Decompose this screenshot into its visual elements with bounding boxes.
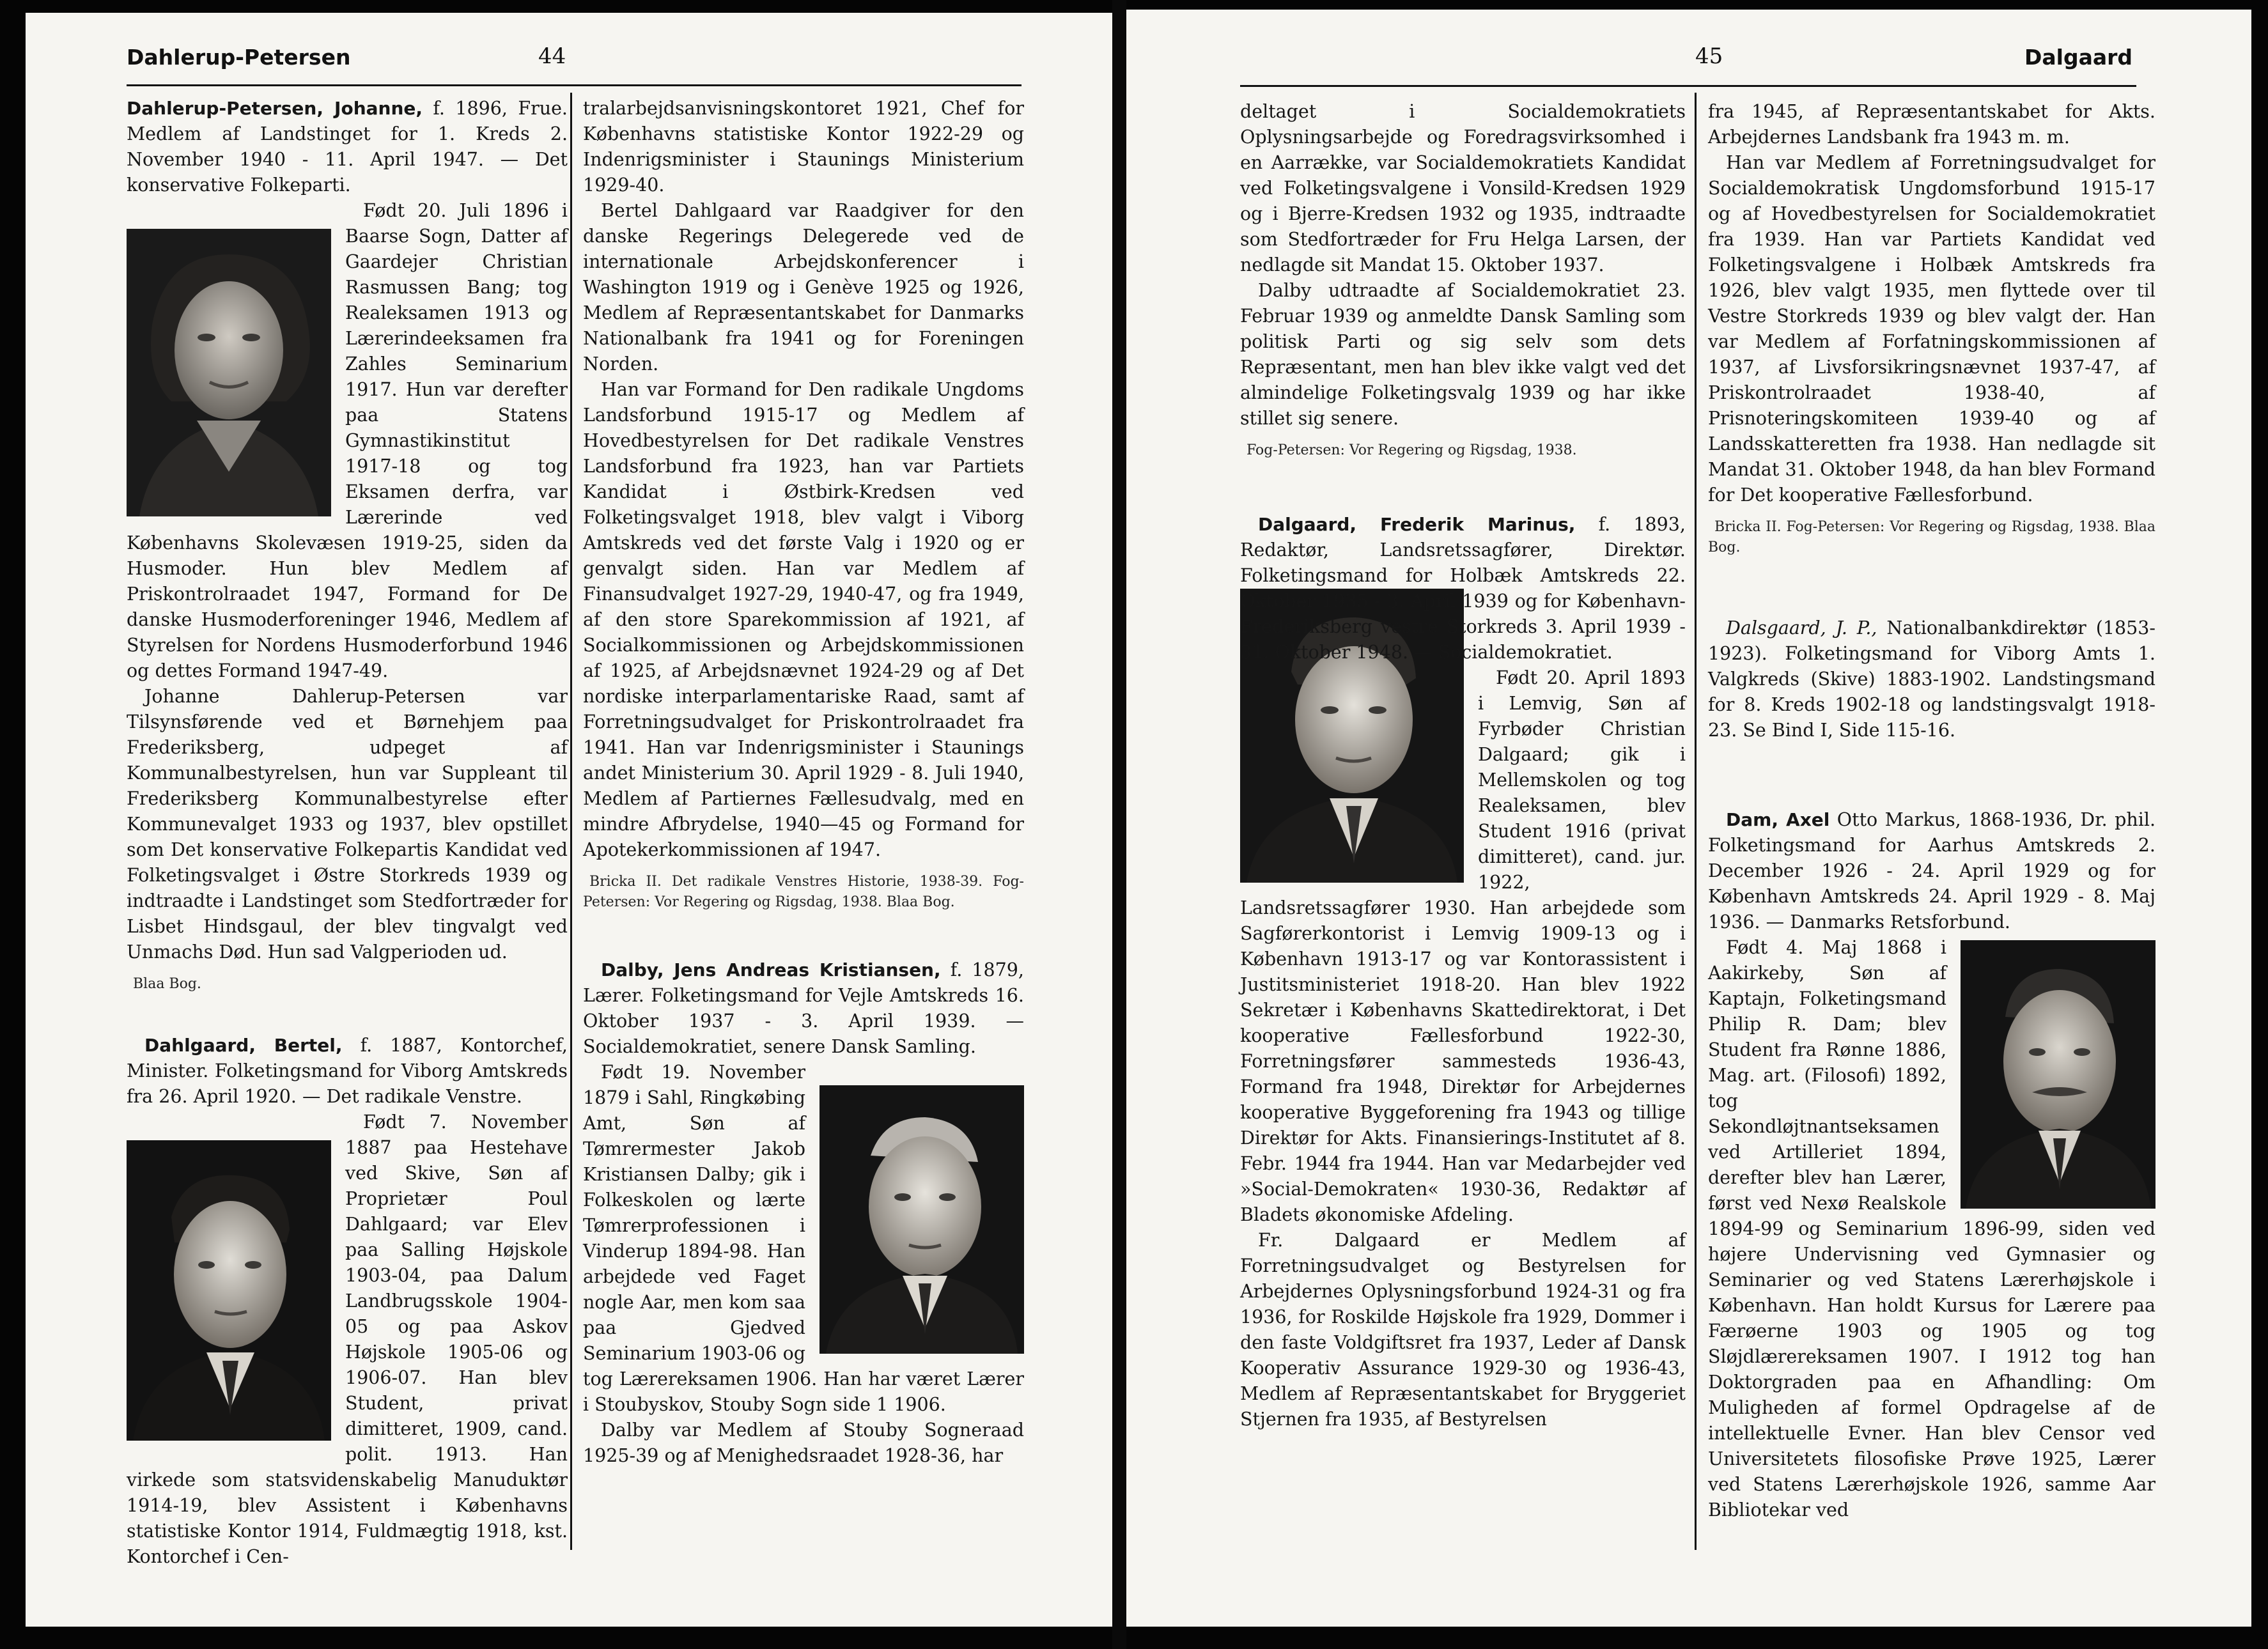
body-text: Bertel Dahlgaard var Raadgiver for den danske Regerings Delegerede ved de internationale Arbejdskonferencer i Washington 1919 og i Genève 1925 og 1926, Medlem af Repræsentantskabet for Danmarks Nationalbank fra 1941 og for Foreningen Norden. [583, 200, 1024, 375]
body-text: Dalby var Medlem af Stouby Sogneraad 1925-39 og af Menighedsraadet 1928-36, har [583, 1420, 1024, 1466]
body-paragraph [127, 1110, 568, 1570]
body-text: Johanne Dahlerup-Petersen var Tilsynsførende ved et Børnehjem paa Frederiksberg, udpeget af Kommunalbestyrelsen, hun var Suppleant til Frederiksberg Kommunalbestyrelse efter Kommunevalget 1933 og 1937, blev opstillet som Det konservative Folkepartis Kandidat ved Folketingsvalget i Østre Storkreds 1939 og indtraadte i Landstinget som Stedfortræder for Lisbet Hindsgaul, der blev tingvalgt ved Unmachs Død. Hun sad Valgperioden ud. [127, 686, 568, 963]
portrait-woman-icon [127, 229, 331, 516]
body-paragraph [127, 198, 568, 684]
body-text: Født 20. April 1893 i Lemvig, Søn af Fyrbøder Christian Dalgaard; gik i Mellemskolen og tog Realeksamen, blev Student 1916 (privat dimitteret), cand. jur. 1922, Landsretssagfører 1930. Han arbejdede som Sagførerkontorist i Lemvig 1909-13 og i København 1913-17 og var Kontorassistent i Justitsministeriet 1918-20. Han blev 1922 Sekretær i Københavns Skattedirektorat, i Det kooperative Fællesforbund 1922-30, Forretningsfører sammesteds 1936-43, Formand fra 1948, Direktør for Arbejdernes kooperative Byggeforening fra 1943 og tillige Direktør for Akts. Finansierings-Institutet af 8. Febr. 1944 fra 1944. Han var Medarbejder ved »Social-Demokraten« 1930-36, Redaktør af Bladets økonomiske Afdeling. [1240, 667, 1686, 1225]
entry-text: Otto Markus, 1868-1936, Dr. phil. Folketingsmand for Aarhus Amtskreds 2. December 1926 - 24. April 1929 og for København Amtskreds 24. April 1929 - 8. Maj 1936. — Danmarks Retsforbund. [1708, 809, 2156, 933]
body-paragraph [583, 377, 1024, 863]
body-text: Født 19. November 1879 i Sahl, Ringkøbing Amt, Søn af Tømrermester Jakob Kristiansen Dalby; gik i Folkeskolen og lærte Tømrerprofessionen i Vinderup 1894-98. Han arbejdede ved Faget nogle Aar, men kom saa paa Gjedved Seminarium 1903-06 og tog Lærereksamen 1906. Han har været Lærer i Stoubyskov, Stouby Sogn side 1 1906. [583, 1062, 1024, 1415]
portrait-man-young-icon [127, 1140, 331, 1441]
sources-note: Bricka II. Det radikale Venstres Historie, 1938-39. Fog-Petersen: Vor Regering og Rigsdag, 1938. Blaa Bog. [583, 874, 1024, 910]
body-text: Født 4. Maj 1868 i Aakirkeby, Søn af Kaptajn, Folketingsmand Philip R. Dam; blev Student fra Rønne 1886, Mag. art. (Filosofi) 1892, tog Sekondløjtnantseksamen ved Artilleriet 1894, derefter blev han Lærer, først ved Nexø Realskole 1894-99 og Seminarium 1896-99, siden ved højere Undervisning ved Gymnasier og Seminarier og ved Statens Lærerhøjskole i København. Han holdt Kursus for Lærere paa Færøerne 1903 og 1905 og tog Sløjdlærereksamen 1907. I 1912 tog han Doktorgraden paa en Afhandling: Om Muligheden af formel Opdragelse af de intellektuelle Evner. Han blev Censor ved Universitetets filosofiske Prøve 1925, Lærer ved Statens Lærerhøjskole 1926, samme Aar Bibliotekar ved [1708, 937, 2155, 1521]
header-rule [1240, 85, 2136, 87]
body-paragraph [1240, 665, 1686, 1228]
entry-text: Nationalbankdirektør (1853-1923). Folketingsmand for Viborg Amts 1. Valgkreds (Skive) 1883-1902. Landstingsmand for 8. Kreds 1902-18 og landstingsvalgt 1918-23. Se Bind I, Side 115-16. [1708, 617, 2155, 741]
page-number: 44 [538, 43, 566, 69]
right-column-1 [1240, 99, 1686, 1432]
book-gutter [1112, 0, 1126, 1649]
body-paragraph [583, 1060, 1024, 1418]
column-rule [1695, 93, 1697, 1550]
entry-name: Dahlgaard, Bertel, [144, 1035, 343, 1056]
left-page [26, 13, 1112, 1627]
body-paragraph [1240, 278, 1686, 431]
entry-text: f. 1893, Redaktør, Landsretssagfører, Direktør. Folketingsmand for Holbæk Amtskreds 22. Oktober 1935 - 3. April 1939 og for København-Frederiksberg vestre Storkreds 3. April 1939 - 31. Oktober 1948. — Socialdemokratiet. [1240, 514, 1686, 663]
left-column-1 [127, 96, 568, 1570]
body-paragraph [583, 198, 1024, 377]
entry-text: f. 1896, Frue. Medlem af Landstinget for 1. Kreds 2. November 1940 - 11. April 1947. — Det konservative Folkeparti. [127, 98, 568, 196]
portrait-man-older-icon [819, 1085, 1024, 1354]
column-rule [570, 93, 572, 1550]
body-paragraph [127, 684, 568, 965]
body-text: Han var Medlem af Forretningsudvalget for Socialdemokratisk Ungdomsforbund 1915-17 og af Hovedbestyrelsen for Socialdemokratiet fra 1939. Han var Partiets Kandidat ved Folketingsvalgene i Holbæk Amtskreds fra 1926, blev valgt 1935, men flyttede over til Vestre Storkreds 1939 og blev valgt der. Han var Medlem af Forfatningskommissionen af 1937, af Livsforsikringsnævnet 1937-47, af Priskontrolraadet 1938-40, af Prisnoteringskomiteen 1939-40 og af Landsskatteretten fra 1938. Han nedlagde sit Mandat 31. Oktober 1948, da han blev Formand for Det kooperative Fællesforbund. [1708, 152, 2155, 506]
entry-heading-paragraph [127, 96, 568, 198]
body-paragraph [1240, 1228, 1686, 1432]
body-text: Født 20. Juli 1896 i Baarse Sogn, Datter af Gaardejer Christian Rasmussen Bang; tog Realeksamen 1913 og Lærerindeeksamen fra Zahles Seminarium 1917. Hun var derefter paa Statens Gymnastikinstitut 1917-18 og tog Eksamen derfra, var Lærerinde ved Københavns Skolevæsen 1919-25, siden da Husmoder. Hun blev Medlem af Priskontrolraadet 1947, Formand for De danske Husmoderforeninger 1946, Medlem af Styrelsen for Nordens Husmoderforbund 1946 og dettes Formand 1947-49. [127, 200, 568, 681]
left-column-2 [583, 96, 1024, 1469]
portrait-man-mustache-icon [1961, 940, 2155, 1209]
entry-heading-paragraph [1708, 615, 2155, 743]
entry-name: Dam, Axel [1726, 809, 1830, 830]
running-head: Dahlerup-Petersen [127, 45, 351, 70]
body-text: tralarbejdsanvisningskontoret 1921, Chef for Københavns statistiske Kontor 1922-29 og Indenrigsminister i Staunings Ministerium 1929-40. [583, 98, 1024, 196]
right-column-2 [1708, 99, 2155, 1523]
sources-note: Fog-Petersen: Vor Regering og Rigsdag, 1938. [1247, 442, 1577, 458]
entry-heading-paragraph [127, 1033, 568, 1110]
body-text: Født 7. November 1887 paa Hestehave ved Skive, Søn af Proprietær Poul Dahlgaard; var Elev paa Salling Højskole 1903-04, paa Dalum Landbrugsskole 1904-05 og paa Askov Højskole 1905-06 og 1906-07. Han blev Student, privat dimitteret, 1909, cand. polit. 1913. Han virkede som statsvidenskabelig Manuduktør 1914-19, blev Assistent i Københavns statistiske Kontor 1914, Fuldmægtig 1918, kst. Kontorchef i Cen- [127, 1111, 568, 1567]
body-paragraph [583, 1418, 1024, 1469]
body-text: Dalby udtraadte af Socialdemokratiet 23. Februar 1939 og anmeldte Dansk Samling som politisk Parti og sig selv som dets Repræsentant, men han blev ikke valgt ved det almindelige Folketingsvalg 1939 og har ikke stillet sig senere. [1240, 280, 1686, 429]
sources-note: Blaa Bog. [133, 976, 201, 992]
entry-text: f. 1879, Lærer. Folketingsmand for Vejle Amtskreds 16. Oktober 1937 - 3. April 1939. — Socialdemokratiet, senere Dansk Samling. [583, 959, 1024, 1057]
entry-name: Dalsgaard, J. P., [1726, 617, 1877, 639]
entry-name: Dalby, Jens Andreas Kristiansen, [601, 959, 941, 980]
entry-name: Dalgaard, Frederik Marinus, [1258, 514, 1576, 535]
body-text: Fr. Dalgaard er Medlem af Forretningsudvalget og Bestyrelsen for Arbejdernes Oplysningsforbund 1924-31 og fra 1936, for Roskilde Højskole fra 1929, Dommer i den faste Voldgiftsret fra 1937, Leder af Dansk Kooperativ Assurance 1929-30 og 1936-43, Medlem af Repræsentantskabet for Bryggeriet Stjernen fra 1935, af Bestyrelsen [1240, 1230, 1686, 1430]
body-text: fra 1945, af Repræsentantskabet for Akts. Arbejdernes Landsbank fra 1943 m. m. [1708, 101, 2155, 148]
sources-note: Bricka II. Fog-Petersen: Vor Regering og Rigsdag, 1938. Blaa Bog. [1708, 519, 2155, 555]
page-number: 45 [1695, 43, 1723, 69]
body-text: Han var Formand for Den radikale Ungdoms Landsforbund 1915-17 og Medlem af Hovedbestyrelsen for Det radikale Venstres Landsforbund fra 1923, han var Partiets Kandidat i Østbirk-Kredsen ved Folketingsvalget 1918, blev valgt i Viborg Amtskreds ved det første Valg i 1920 og er genvalgt siden. Han var Medlem af Finansudvalget 1927-29, 1940-47, og fra 1949, af den store Sparekommission af 1921, af Socialkommissionen og Arbejdskommissionen af 1925, af Arbejdsnævnet 1924-29 og af Det nordiske interparlamentariske Raad, samt af Forretningsudvalget for Priskontrolraadet fra 1941. Han var Indenrigsminister i Staunings andet Ministerium 30. April 1929 - 8. Juli 1940, Medlem af Partiernes Fællesudvalg, med en mindre Afbrydelse, 1940—45 og Formand for Apotekerkommissionen af 1947. [583, 379, 1024, 860]
right-page [1126, 10, 2251, 1627]
body-paragraph [1708, 935, 2155, 1523]
body-paragraph [1708, 99, 2155, 150]
body-text: deltaget i Socialdemokratiets Oplysningsarbejde og Foredragsvirksomhed i en Aarrække, var Socialdemokratiets Kandidat ved Folketingsvalgene i Vonsild-Kredsen 1929 og i Bjerre-Kredsen 1932 og 1935, indtraadte som Stedfortræder for Fru Helga Larsen, der nedlagde sit Mandat 15. Oktober 1937. [1240, 101, 1686, 275]
entry-heading-paragraph [583, 957, 1024, 1060]
entry-heading-paragraph [1708, 807, 2155, 935]
header-rule [127, 84, 1021, 86]
body-paragraph [1240, 99, 1686, 278]
entry-heading-paragraph [1240, 512, 1686, 665]
body-paragraph [1708, 150, 2155, 508]
entry-text: f. 1887, Kontorchef, Minister. Folketingsmand for Viborg Amtskreds fra 26. April 1920. — Det radikale Venstre. [127, 1035, 568, 1107]
entry-name: Dahlerup-Petersen, Johanne, [127, 98, 423, 119]
body-paragraph [583, 96, 1024, 198]
running-head: Dalgaard [2024, 45, 2133, 70]
